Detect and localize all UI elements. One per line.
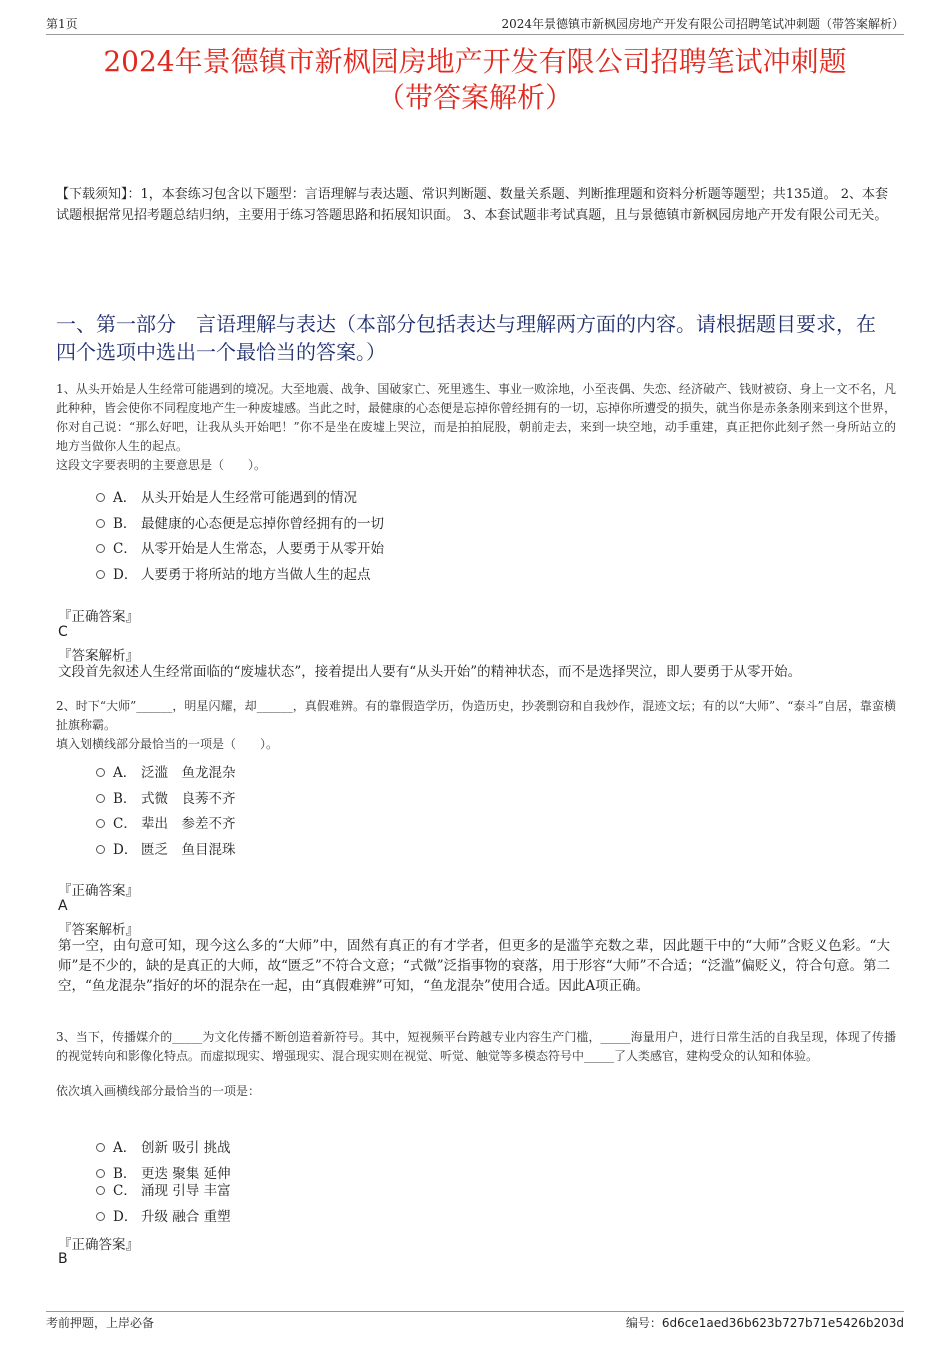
answer-value: C [58, 624, 68, 640]
answer-label: 『正确答案』 [58, 1237, 139, 1253]
answer-label: 『正确答案』 [58, 609, 139, 625]
analysis-text: 第一空，由句意可知，现今这么多的“大师”中，固然有真正的有才学者，但更多的是滥竽充数之辈，因此题干中的“大师”含贬义色彩。“大师”是不少的，缺的是真正的大师，故“匮乏”不符合文意；“式微”泛指事物的衰落，用于形容“大师”不合适；“泛滥”偏贬义，符合句意。第二空，“鱼龙混杂”指好的坏的混杂在一起，由“真假难辨”可知，“鱼龙混杂”使用合适。因此A项正确。 [58, 938, 890, 994]
question-3 [56, 1028, 896, 1101]
question-stem: 2、时下“大师”______，明星闪耀，却______，真假难辨。有的靠假造学历，伪造历史，抄袭剽窃和自我炒作，混迹文坛；有的以“大师”、“泰斗”自居，靠蛮横扯旗称霸。 [56, 699, 896, 732]
answer-value: A [58, 898, 68, 914]
option-b[interactable]: B． 更迭 聚集 延伸 [96, 1162, 231, 1182]
page-header [46, 14, 904, 35]
option-b[interactable]: B． 最健康的心态便是忘掉你曾经拥有的一切 [96, 512, 384, 532]
option-c[interactable]: C． 从零开始是人生常态，人要勇于从零开始 [96, 537, 384, 557]
option-d[interactable]: D． 匮乏 鱼目混珠 [96, 838, 236, 858]
answer-value: B [58, 1251, 68, 1267]
analysis-text: 文段首先叙述人生经常面临的“废墟状态”，接着提出人要有“从头开始”的精神状态，而不是选择哭泣，即人要勇于从零开始。 [58, 664, 802, 680]
page-footer [46, 1311, 904, 1330]
option-a[interactable]: A． 创新 吸引 挑战 [96, 1136, 231, 1156]
footer-code-label: 编号： [625, 1316, 662, 1330]
footer-code-value: 6d6ce1aed36b623b727b71e5426b203d [661, 1316, 904, 1330]
option-a[interactable]: A． 泛滥 鱼龙混杂 [96, 761, 236, 781]
download-notice: 【下载须知】：1，本套练习包含以下题型：言语理解与表达题、常识判断题、数量关系题、判断推理题和资料分析题等题型；共135道。 2、本套试题根据常见招考题总结归纳，主要用于练习答题思路和拓展知识面。 3、本套试题非考试真题，且与景德镇市新枫园房地产开发有限公司无关。 [56, 187, 888, 223]
page-number: 第1页 [46, 17, 78, 31]
option-c[interactable]: C． 辈出 参差不齐 [96, 812, 236, 832]
footer-code [626, 1313, 904, 1333]
question-prompt: 填入划横线部分最恰当的一项是（ ）。 [56, 737, 279, 751]
document-title [46, 44, 904, 116]
radio-icon[interactable] [96, 1212, 105, 1221]
header-doc-title: 2024年景德镇市新枫园房地产开发有限公司招聘笔试冲刺题（带答案解析） [501, 17, 904, 31]
question-2 [56, 697, 896, 754]
section-title: 一、第一部分 言语理解与表达（本部分包括表达与理解两方面的内容。请根据题目要求，在四个选项中选出一个最恰当的答案。） [56, 312, 876, 364]
option-d[interactable]: D． 升级 融合 重塑 [96, 1205, 231, 1225]
answer-label: 『正确答案』 [58, 883, 139, 899]
question-prompt: 这段文字要表明的主要意思是（ ）。 [56, 458, 267, 472]
radio-icon[interactable] [96, 519, 105, 528]
question-prompt: 依次填入画横线部分最恰当的一项是： [56, 1084, 261, 1098]
option-c[interactable]: C． 涌现 引导 丰富 [96, 1179, 231, 1199]
title-line-1: 2024年景德镇市新枫园房地产开发有限公司招聘笔试冲刺题 [103, 45, 847, 78]
radio-icon[interactable] [96, 1143, 105, 1152]
radio-icon[interactable] [96, 845, 105, 854]
radio-icon[interactable] [96, 570, 105, 579]
radio-icon[interactable] [96, 1186, 105, 1195]
radio-icon[interactable] [96, 768, 105, 777]
option-a[interactable]: A． 从头开始是人生经常可能遇到的情况 [96, 486, 357, 506]
option-b[interactable]: B． 式微 良莠不齐 [96, 787, 236, 807]
radio-icon[interactable] [96, 544, 105, 553]
radio-icon[interactable] [96, 493, 105, 502]
radio-icon[interactable] [96, 1169, 105, 1178]
option-d[interactable]: D． 人要勇于将所站的地方当做人生的起点 [96, 563, 371, 583]
radio-icon[interactable] [96, 819, 105, 828]
title-line-2: （带答案解析） [376, 81, 573, 114]
radio-icon[interactable] [96, 794, 105, 803]
footer-slogan: 考前押题，上岸必备 [46, 1316, 155, 1330]
question-1 [56, 380, 896, 475]
question-stem: 3、当下，传播媒介的_____为文化传播不断创造着新符号。其中，短视频平台跨越专业内容生产门槛，_____海量用户，进行日常生活的自我呈现，体现了传播的视觉转向和影像化特点。而虚拟现实、增强现实、混合现实则在视觉、听觉、触觉等多模态符号中_____了人类感官，建构受众的认知和体验。 [56, 1030, 896, 1063]
question-stem: 1、从头开始是人生经常可能遇到的境况。大至地震、战争、国破家亡、死里逃生、事业一败涂地，小至丧偶、失恋、经济破产、钱财被窃、身上一文不名，凡此种种，皆会使你不同程度地产生一种废墟感。当此之时，最健康的心态便是忘掉你曾经拥有的一切，忘掉你所遭受的损失，就当你是赤条条刚来到这个世界，你对自己说：“那么好吧，让我从头开始吧！”你不是坐在废墟上哭泣，而是拍拍屁股，朝前走去，来到一块空地，动手重建，真正把你此刻孑然一身所站立的地方当做你人生的起点。 [56, 382, 897, 453]
analysis-label: 『答案解析』 [58, 648, 139, 664]
analysis-label: 『答案解析』 [58, 922, 139, 938]
